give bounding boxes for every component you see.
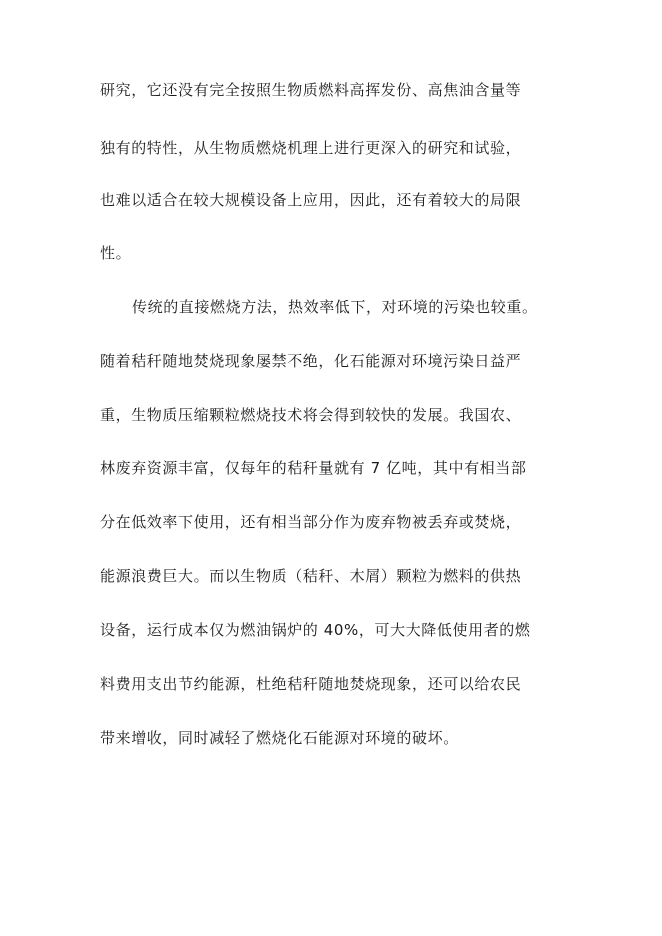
text-line-10: 能源浪费巨大。而以生物质（秸秆、木屑）颗粒为燃料的供热 xyxy=(100,567,522,585)
text-line-3: 也难以适合在较大规模设备上应用，因此，还有着较大的局限 xyxy=(100,191,522,209)
text-line-11: 设备，运行成本仅为燃油锅炉的 40%，可大大降低使用者的燃 xyxy=(100,621,531,639)
text-line-9: 分在低效率下使用，还有相当部分作为废弃物被丢弃或焚烧， xyxy=(100,513,522,531)
paragraph-2-first-line: 传统的直接燃烧方法，热效率低下，对环境的污染也较重。 xyxy=(132,298,538,316)
text-line-13: 带来增收，同时减轻了燃烧化石能源对环境的破坏。 xyxy=(100,729,459,747)
text-line-6: 随着秸秆随地焚烧现象屡禁不绝，化石能源对环境污染日益严 xyxy=(100,352,522,370)
text-line-1: 研究，它还没有完全按照生物质燃料高挥发份、高焦油含量等 xyxy=(100,81,522,99)
text-line-12: 料费用支出节约能源，杜绝秸秆随地焚烧现象，还可以给农民 xyxy=(100,675,522,693)
text-line-4: 性。 xyxy=(100,244,132,262)
text-line-2: 独有的特性，从生物质燃烧机理上进行更深入的研究和试验， xyxy=(100,139,522,157)
text-line-8: 林废弃资源丰富，仅每年的秸秆量就有 7 亿吨，其中有相当部 xyxy=(100,459,527,477)
text-line-7: 重，生物质压缩颗粒燃烧技术将会得到较快的发展。我国农、 xyxy=(100,406,522,424)
